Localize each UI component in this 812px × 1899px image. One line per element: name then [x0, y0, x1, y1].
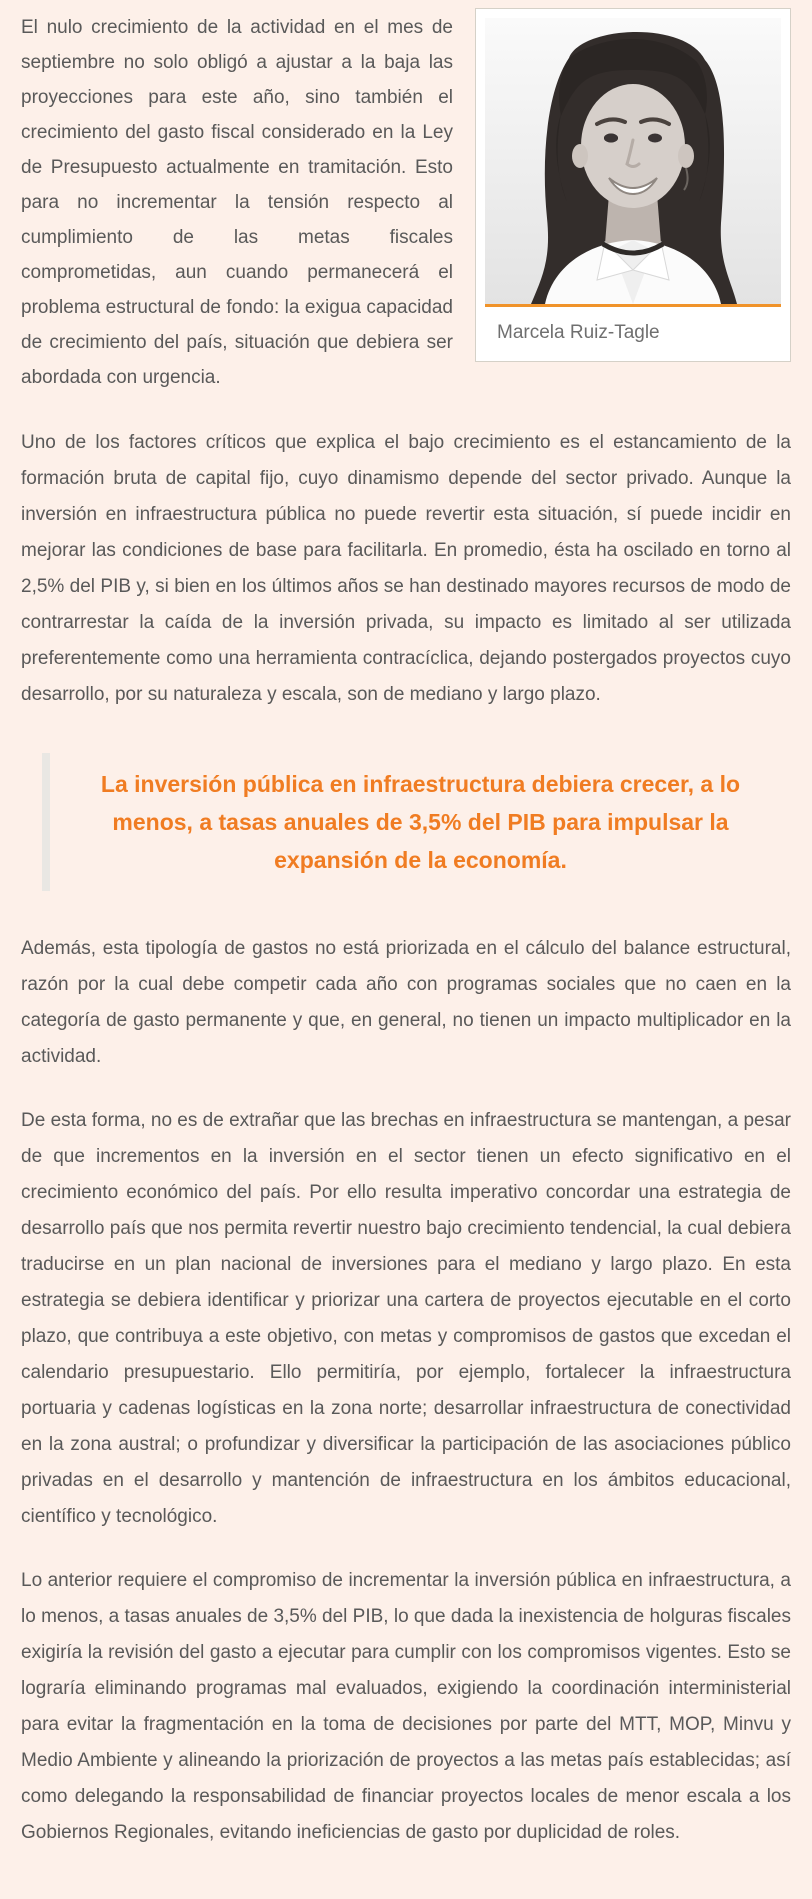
body-paragraph-1: Uno de los factores críticos que explica el bajo crecimiento es el estancamiento de la formación bruta de capital fijo, cuyo dinamismo depende del sector privado. Aunque la inversión en infraestructura pública no puede revertir esta situación, sí puede incidir en mejorar las condiciones de base para facilitarla. En promedio, ésta ha oscilado en torno al 2,5% del PIB y, si bien en los últimos años se han destinado mayores recursos de modo de contrarrestar la caída de la inversión privada, su impacto es limitado al ser utilizada preferentemente como una herramienta contracíclica, dejando postergados proyectos cuyo desarrollo, por su naturaleza y escala, son de mediano y largo plazo.: [21, 432, 791, 705]
intro-section: [21, 8, 791, 395]
body-paragraph-3: De esta forma, no es de extrañar que las brechas en infraestructura se mantengan, a pesar de que incrementos en la inversión en el sector tienen un efecto significativo en el crecimiento económico del país. Por ello resulta imperativo concordar una estrategia de desarrollo país que nos permita revertir nuestro bajo crecimiento tendencial, la cual debiera traducirse en un plan nacional de inversiones para el mediano y largo plazo. En esta estrategia se debiera identificar y priorizar una cartera de proyectos ejecutable en el corto plazo, que contribuya a este objetivo, con metas y compromisos de gastos que excedan el calendario presupuestario. Ello permitiría, por ejemplo, fortalecer la infraestructura portuaria y cadenas logísticas en la zona norte; desarrollar infraestructura de conectividad en la zona austral; o profundizar y diversificar la participación de las asociaciones público privadas en el desarrollo y mantención de infraestructura en los ámbitos educacional, científico y tecnológico.: [21, 1110, 791, 1527]
intro-paragraph: El nulo crecimiento de la actividad en el mes de septiembre no solo obligó a ajustar a la baja las proyecciones para este año, sino también el crecimiento del gasto fiscal considerado en la Ley de Presupuesto actualmente en tramitación. Esto para no incrementar la tensión respecto al cumplimiento de las metas fiscales comprometidas, aun cuando permanecerá el problema estructural de fondo: la exigua capacidad de crecimiento del país, situación que debiera ser abordada con urgencia.: [21, 17, 453, 388]
portrait-photo-icon: [485, 18, 781, 304]
author-photo: [485, 18, 781, 307]
pull-quote: La inversión pública en infraestructura debiera crecer, a lo menos, a tasas anuales de 3,5% del PIB para impulsar la expansión de la economía.: [42, 753, 791, 891]
author-name-caption: Marcela Ruiz-Tagle: [497, 322, 660, 343]
body-paragraph-4: Lo anterior requiere el compromiso de incrementar la inversión pública en infraestructura, a lo menos, a tasas anuales de 3,5% del PIB, lo que dada la inexistencia de holguras fiscales exigiría la revisión del gasto a ejecutar para cumplir con los compromisos vigentes. Esto se lograría eliminando programas mal evaluados, exigiendo la coordinación interministerial para evitar la fragmentación en la toma de decisiones por parte del MTT, MOP, Minvu y Medio Ambiente y alineando la priorización de proyectos a las metas país establecidas; así como delegando la responsabilidad de financiar proyectos locales de menor escala a los Gobiernos Regionales, evitando ineficiencias de gasto por duplicidad de roles.: [21, 1570, 791, 1843]
author-card: [475, 8, 791, 362]
body-paragraph-2: Además, esta tipología de gastos no está priorizada en el cálculo del balance estructural, razón por la cual debe competir cada año con programas sociales que no caen en la categoría de gasto permanente y que, en general, no tienen un impacto multiplicador en la actividad.: [21, 938, 791, 1067]
article-body: [21, 425, 791, 1851]
